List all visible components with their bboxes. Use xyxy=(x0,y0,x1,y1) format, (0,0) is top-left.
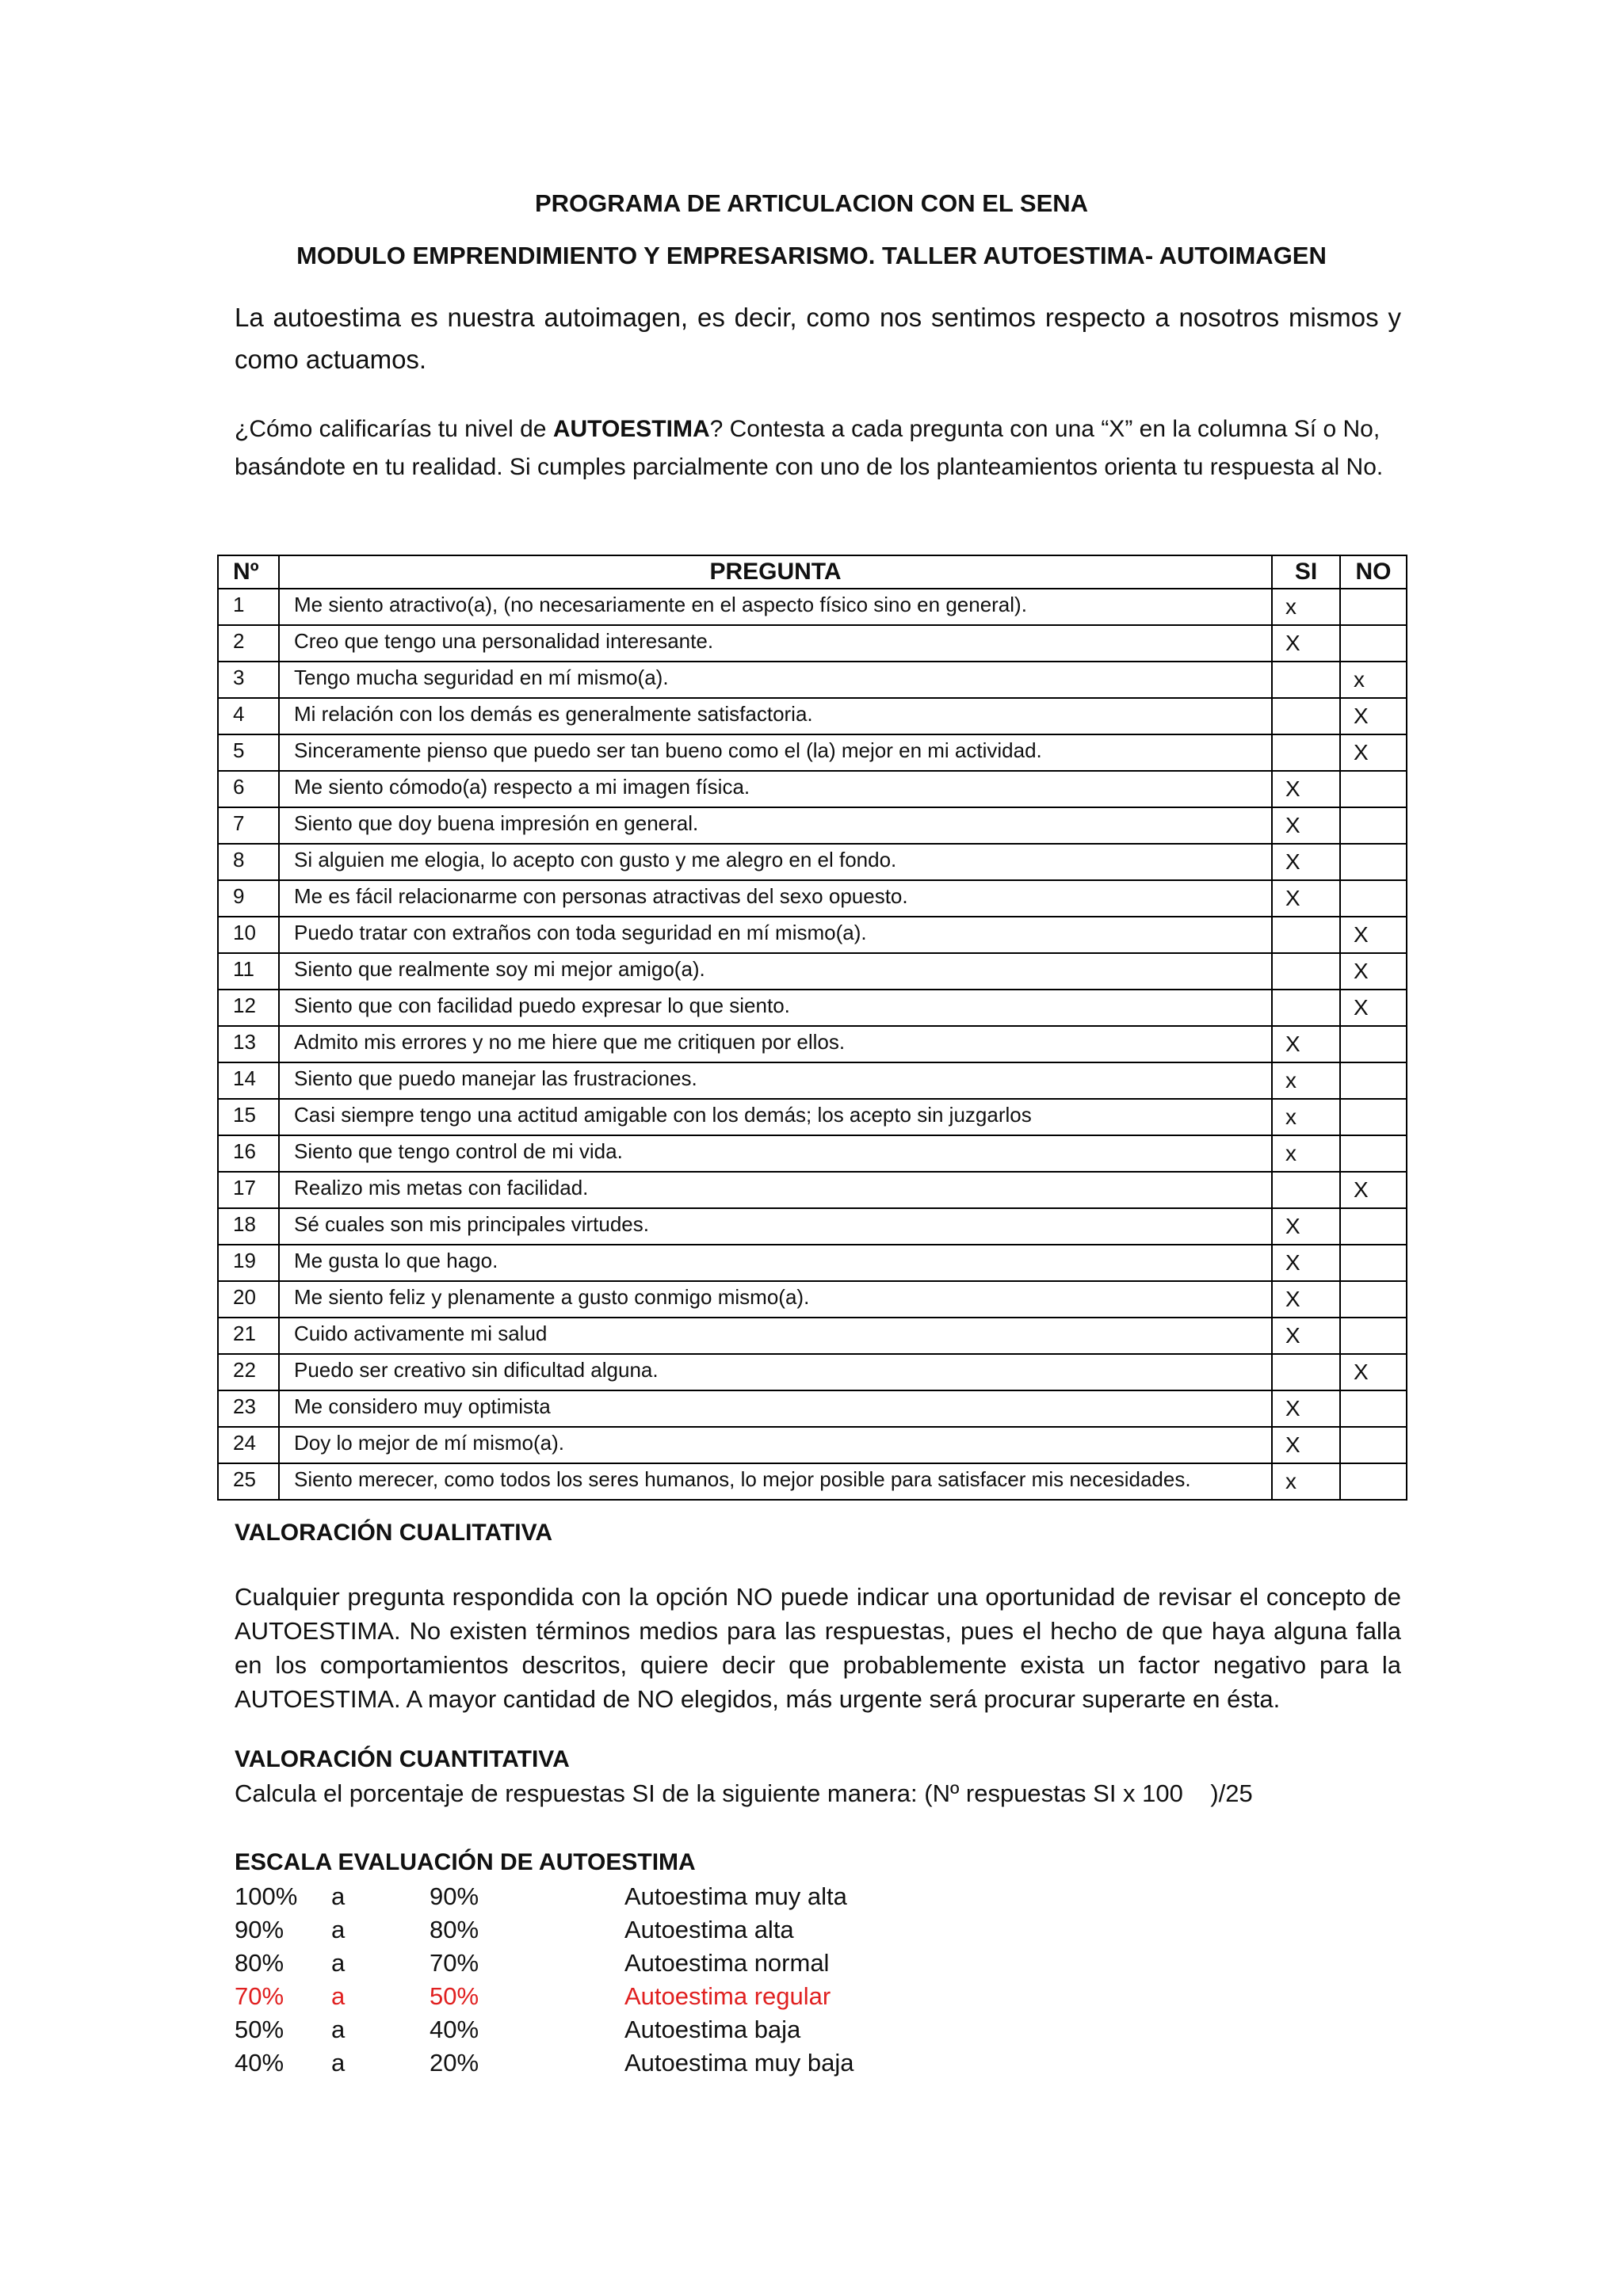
si-answer-cell[interactable]: X xyxy=(1272,1281,1340,1318)
scale-label: Autoestima normal xyxy=(624,1949,830,1977)
no-answer-cell[interactable] xyxy=(1340,1208,1407,1245)
no-answer-cell[interactable] xyxy=(1340,625,1407,662)
question-text: Siento merecer, como todos los seres humanos, lo mejor posible para satisfacer mis necesidades. xyxy=(279,1463,1272,1500)
si-answer-cell[interactable]: x xyxy=(1272,589,1340,625)
no-answer-cell[interactable]: X xyxy=(1340,698,1407,734)
question-number: 9 xyxy=(218,880,279,917)
document-subtitle: MODULO EMPRENDIMIENTO Y EMPRESARISMO. TALLER AUTOESTIMA- AUTOIMAGEN xyxy=(296,242,1327,269)
scale-row xyxy=(0,1949,1623,1982)
table-row xyxy=(218,990,1407,1026)
no-answer-cell[interactable]: X xyxy=(1340,734,1407,771)
question-text: Mi relación con los demás es generalmente satisfactoria. xyxy=(279,698,1272,734)
si-answer-cell[interactable]: X xyxy=(1272,844,1340,880)
si-answer-cell[interactable]: X xyxy=(1272,1208,1340,1245)
question-number: 4 xyxy=(218,698,279,734)
no-answer-cell[interactable]: X xyxy=(1340,917,1407,953)
si-answer-cell[interactable]: X xyxy=(1272,1390,1340,1427)
document-title: PROGRAMA DE ARTICULACION CON EL SENA xyxy=(534,189,1089,217)
question-number: 13 xyxy=(218,1026,279,1062)
table-row xyxy=(218,1390,1407,1427)
no-answer-cell[interactable] xyxy=(1340,1062,1407,1099)
question-text: Doy lo mejor de mí mismo(a). xyxy=(279,1427,1272,1463)
table-row xyxy=(218,625,1407,662)
scale-to: 50% xyxy=(430,1982,479,2010)
scale-row xyxy=(0,2016,1623,2049)
scale-from: 80% xyxy=(235,1949,285,1977)
table-row xyxy=(218,662,1407,698)
question-number: 12 xyxy=(218,990,279,1026)
question-number: 21 xyxy=(218,1318,279,1354)
si-answer-cell[interactable]: X xyxy=(1272,807,1340,844)
question-text: Siento que puedo manejar las frustraciones. xyxy=(279,1062,1272,1099)
question-number: 18 xyxy=(218,1208,279,1245)
si-answer-cell[interactable] xyxy=(1272,698,1340,734)
scale-from: 40% xyxy=(235,2049,285,2077)
scale-row xyxy=(0,1882,1623,1916)
scale-row xyxy=(0,2049,1623,2082)
question-text: Me siento atractivo(a), (no necesariamente en el aspecto físico sino en general). xyxy=(279,589,1272,625)
question-text: Si alguien me elogia, lo acepto con gusto y me alegro en el fondo. xyxy=(279,844,1272,880)
scale-connector: a xyxy=(331,2016,346,2043)
table-row xyxy=(218,807,1407,844)
question-number: 11 xyxy=(218,953,279,990)
question-text: Me siento feliz y plenamente a gusto conmigo mismo(a). xyxy=(279,1281,1272,1318)
question-number: 25 xyxy=(218,1463,279,1500)
table-row xyxy=(218,880,1407,917)
si-answer-cell[interactable] xyxy=(1272,662,1340,698)
scale-label: Autoestima regular xyxy=(624,1982,831,2010)
question-number: 23 xyxy=(218,1390,279,1427)
quantitative-heading: VALORACIÓN CUANTITATIVA xyxy=(235,1746,570,1772)
question-number: 5 xyxy=(218,734,279,771)
scale-row xyxy=(0,1982,1623,2016)
si-answer-cell[interactable] xyxy=(1272,953,1340,990)
scale-to: 80% xyxy=(430,1916,479,1943)
scale-connector: a xyxy=(331,1982,346,2010)
header-question: PREGUNTA xyxy=(279,555,1272,589)
header-number: Nº xyxy=(218,555,279,589)
table-row xyxy=(218,589,1407,625)
quantitative-formula: Calcula el porcentaje de respuestas SI de la siguiente manera: (Nº respuestas SI x 100 )/25 xyxy=(235,1779,1253,1807)
scale-label: Autoestima baja xyxy=(624,2016,801,2043)
no-answer-cell[interactable] xyxy=(1340,1245,1407,1281)
no-answer-cell[interactable]: X xyxy=(1340,953,1407,990)
question-number: 15 xyxy=(218,1099,279,1135)
si-answer-cell[interactable]: x xyxy=(1272,1135,1340,1172)
scale-to: 90% xyxy=(430,1882,479,1910)
si-answer-cell[interactable] xyxy=(1272,1172,1340,1208)
si-answer-cell[interactable]: x xyxy=(1272,1062,1340,1099)
question-number: 22 xyxy=(218,1354,279,1390)
scale-connector: a xyxy=(331,1882,346,1910)
si-answer-cell[interactable]: x xyxy=(1272,1099,1340,1135)
table-row xyxy=(218,1427,1407,1463)
question-number: 19 xyxy=(218,1245,279,1281)
question-text: Cuido activamente mi salud xyxy=(279,1318,1272,1354)
question-number: 14 xyxy=(218,1062,279,1099)
header-si: SI xyxy=(1272,555,1340,589)
instructions-paragraph xyxy=(235,410,1401,486)
question-text: Casi siempre tengo una actitud amigable con los demás; los acepto sin juzgarlos xyxy=(279,1099,1272,1135)
question-number: 16 xyxy=(218,1135,279,1172)
no-answer-cell[interactable]: X xyxy=(1340,1172,1407,1208)
table-row xyxy=(218,1026,1407,1062)
si-answer-cell[interactable]: x xyxy=(1272,1463,1340,1500)
scale-label: Autoestima muy baja xyxy=(624,2049,854,2077)
question-number: 7 xyxy=(218,807,279,844)
no-answer-cell[interactable] xyxy=(1340,589,1407,625)
table-row xyxy=(218,1245,1407,1281)
no-answer-cell[interactable] xyxy=(1340,1026,1407,1062)
table-row xyxy=(218,1135,1407,1172)
question-text: Me es fácil relacionarme con personas atractivas del sexo opuesto. xyxy=(279,880,1272,917)
question-number: 17 xyxy=(218,1172,279,1208)
si-answer-cell[interactable]: X xyxy=(1272,1245,1340,1281)
question-number: 8 xyxy=(218,844,279,880)
si-answer-cell[interactable]: X xyxy=(1272,771,1340,807)
table-row xyxy=(218,698,1407,734)
scale-connector: a xyxy=(331,1949,346,1977)
question-number: 6 xyxy=(218,771,279,807)
si-answer-cell[interactable]: X xyxy=(1272,880,1340,917)
si-answer-cell[interactable] xyxy=(1272,917,1340,953)
no-answer-cell[interactable] xyxy=(1340,1099,1407,1135)
question-text: Creo que tengo una personalidad interesante. xyxy=(279,625,1272,662)
scale-to: 20% xyxy=(430,2049,479,2077)
no-answer-cell[interactable] xyxy=(1340,1427,1407,1463)
table-row xyxy=(218,1354,1407,1390)
no-answer-cell[interactable] xyxy=(1340,1318,1407,1354)
table-row xyxy=(218,844,1407,880)
question-text: Siento que tengo control de mi vida. xyxy=(279,1135,1272,1172)
question-number: 1 xyxy=(218,589,279,625)
question-text: Puedo tratar con extraños con toda seguridad en mí mismo(a). xyxy=(279,917,1272,953)
question-text: Sé cuales son mis principales virtudes. xyxy=(279,1208,1272,1245)
scale-from: 90% xyxy=(235,1916,285,1943)
table-row xyxy=(218,1062,1407,1099)
table-row xyxy=(218,734,1407,771)
scale-connector: a xyxy=(331,1916,346,1943)
no-answer-cell[interactable] xyxy=(1340,1390,1407,1427)
table-row xyxy=(218,1281,1407,1318)
question-number: 20 xyxy=(218,1281,279,1318)
no-answer-cell[interactable]: x xyxy=(1340,662,1407,698)
scale-to: 40% xyxy=(430,2016,479,2043)
si-answer-cell[interactable] xyxy=(1272,734,1340,771)
question-text: Sinceramente pienso que puedo ser tan bueno como el (la) mejor en mi actividad. xyxy=(279,734,1272,771)
scale-from: 70% xyxy=(235,1982,285,2010)
scale-to: 70% xyxy=(430,1949,479,1977)
question-text: Siento que realmente soy mi mejor amigo(a). xyxy=(279,953,1272,990)
table-row xyxy=(218,1463,1407,1500)
question-text: Me siento cómodo(a) respecto a mi imagen física. xyxy=(279,771,1272,807)
question-text: Tengo mucha seguridad en mí mismo(a). xyxy=(279,662,1272,698)
scale-connector: a xyxy=(331,2049,346,2077)
si-answer-cell[interactable]: X xyxy=(1272,625,1340,662)
table-row xyxy=(218,771,1407,807)
question-text: Puedo ser creativo sin dificultad alguna. xyxy=(279,1354,1272,1390)
question-text: Siento que doy buena impresión en general. xyxy=(279,807,1272,844)
instructions-text-start: ¿Cómo calificarías tu nivel de xyxy=(235,416,553,442)
table-row xyxy=(218,1318,1407,1354)
self-esteem-questionnaire-table xyxy=(217,555,1407,1501)
scale-heading: ESCALA EVALUACIÓN DE AUTOESTIMA xyxy=(235,1849,696,1875)
si-answer-cell[interactable] xyxy=(1272,990,1340,1026)
scale-from: 50% xyxy=(235,2016,285,2043)
no-answer-cell[interactable] xyxy=(1340,1281,1407,1318)
qualitative-paragraph: Cualquier pregunta respondida con la opción NO puede indicar una oportunidad de revisar el concepto de AUTOESTIMA. No existen términos medios para las respuestas, pues el hecho de que haya alguna falla en los comportamientos descritos, quiere decir que probablemente exista un factor negativo para la AUTOESTIMA. A mayor cantidad de NO elegidos, más urgente será procurar superarte en ésta. xyxy=(235,1583,1401,1713)
no-answer-cell[interactable] xyxy=(1340,1463,1407,1500)
si-answer-cell[interactable]: X xyxy=(1272,1318,1340,1354)
question-text: Realizo mis metas con facilidad. xyxy=(279,1172,1272,1208)
question-number: 24 xyxy=(218,1427,279,1463)
question-text: Me gusta lo que hago. xyxy=(279,1245,1272,1281)
no-answer-cell[interactable] xyxy=(1340,807,1407,844)
scale-label: Autoestima alta xyxy=(624,1916,794,1943)
no-answer-cell[interactable] xyxy=(1340,844,1407,880)
scale-row xyxy=(0,1916,1623,1949)
question-text: Siento que con facilidad puedo expresar lo que siento. xyxy=(279,990,1272,1026)
scale-from: 100% xyxy=(235,1882,298,1910)
instructions-text-end: ? Contesta a cada pregunta con una “X” en la columna Sí o No, basándote en tu realidad. Si cumples parcialmente con uno de los planteamientos orienta tu respuesta al No. xyxy=(235,416,1384,480)
question-number: 10 xyxy=(218,917,279,953)
si-answer-cell[interactable]: X xyxy=(1272,1427,1340,1463)
table-row xyxy=(218,1208,1407,1245)
qualitative-heading: VALORACIÓN CUALITATIVA xyxy=(235,1520,553,1546)
question-text: Me considero muy optimista xyxy=(279,1390,1272,1427)
instructions-bold-term: AUTOESTIMA xyxy=(552,416,710,442)
si-answer-cell[interactable]: X xyxy=(1272,1026,1340,1062)
table-header-row xyxy=(218,555,1407,589)
no-answer-cell[interactable]: X xyxy=(1340,990,1407,1026)
table-row xyxy=(218,1172,1407,1208)
question-text: Admito mis errores y no me hiere que me critiquen por ellos. xyxy=(279,1026,1272,1062)
question-number: 2 xyxy=(218,625,279,662)
no-answer-cell[interactable] xyxy=(1340,771,1407,807)
table-row xyxy=(218,1099,1407,1135)
header-no: NO xyxy=(1340,555,1407,589)
question-number: 3 xyxy=(218,662,279,698)
scale-label: Autoestima muy alta xyxy=(624,1882,847,1910)
table-row xyxy=(218,917,1407,953)
intro-paragraph: La autoestima es nuestra autoimagen, es decir, como nos sentimos respecto a nosotros mismos y como actuamos. xyxy=(235,303,1401,374)
si-answer-cell[interactable] xyxy=(1272,1354,1340,1390)
no-answer-cell[interactable]: X xyxy=(1340,1354,1407,1390)
no-answer-cell[interactable] xyxy=(1340,880,1407,917)
table-row xyxy=(218,953,1407,990)
no-answer-cell[interactable] xyxy=(1340,1135,1407,1172)
